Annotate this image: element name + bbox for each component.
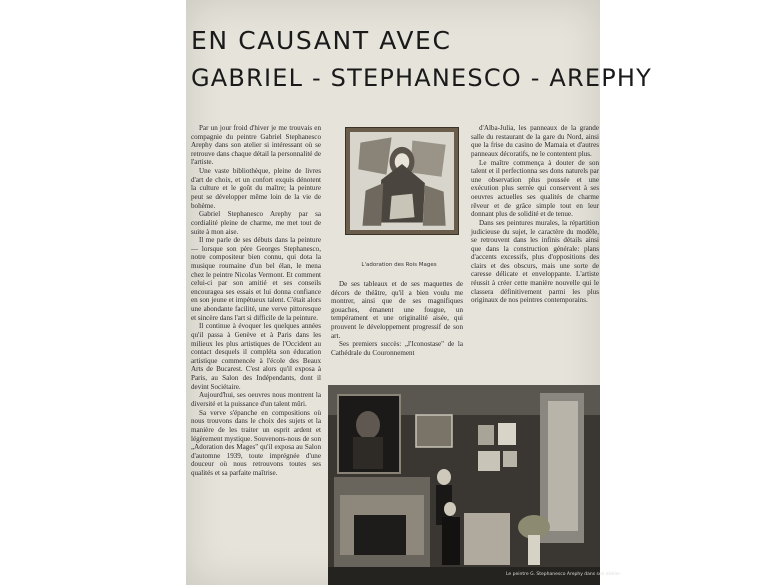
article-title-line-1: EN CAUSANT AVEC — [191, 26, 452, 55]
paragraph: Sa verve s'épanche en compositions où nous trouvons dans le choix des sujets et la manière de les traiter un esprit ardent et légèrement mystique. Souvenons-nous de son „Adoration des Mages" qu'il exposa au Salon d'automne 1939, toute imprégnée d'une douceur où nous retrouvons toutes ses qualités et sa parfaite maîtrise. — [191, 408, 321, 477]
photo-caption: Le peintre G. Stephanesco Arephy dans son atelier — [506, 572, 621, 577]
paragraph: Aujourd'hui, ses oeuvres nous montrent la diversité et la puissance d'un talent mûri. — [191, 391, 321, 408]
article-title-line-2: GABRIEL - STEPHANESCO - AREPHY — [191, 64, 653, 92]
painting-reproduction — [346, 128, 458, 234]
painting-caption: L'adoration des Rois Mages — [361, 262, 437, 268]
magazine-page — [186, 0, 653, 585]
article-column-2 — [331, 280, 463, 390]
paragraph: De ses tableaux et de ses maquettes de décors de théâtre, qu'il a bien voulu me montrer, ainsi que de ses magnifiques gouaches, émanent une fougue, un tempérament et une originalité aisée, qui prouvent le développement progressif de son art. — [331, 280, 463, 340]
paragraph: Ses premiers succès: „l'Iconostase" de la Cathédrale du Couronnement — [331, 340, 463, 357]
paragraph: Par un jour froid d'hiver je me trouvais en compagnie du peintre Gabriel Stephanesco Arephy dans son atelier si intéressant où se retrouve dans chaque détail la personnalité de l'artiste. — [191, 124, 321, 167]
paragraph: Une vaste bibliothèque, pleine de livres d'art de choix, et un confort exquis dénotent la culture et le goût du maître; la peinture peut se développer même loin de la vie de bohème. — [191, 167, 321, 210]
studio-photograph — [328, 385, 621, 585]
paragraph: Il continue à évoquer les quelques années qu'il passa à Genève et à Paris dans les milieux les plus artistiques de l'Occident au contact desquels il compléta son éducation artistique commencée à l'école des Beaux Arts de Bucarest. C'est alors qu'il exposa à Paris, au Salon des Indépendants, dont il devint Sociétaire. — [191, 322, 321, 391]
article-column-3 — [471, 124, 599, 384]
paragraph: Gabriel Stephanesco Arephy par sa cordialité pleine de charme, me met tout de suite à mon aise. — [191, 210, 321, 236]
article-column-1 — [191, 124, 321, 585]
paragraph: d'Alba-Julia, les panneaux de la grande salle du restaurant de la gare du Nord, ainsi que la frise du casino de Mamaia et d'autres panneaux décoratifs, ne le contentent plus. — [471, 124, 599, 158]
paragraph: Dans ses peintures murales, la répartition judicieuse du sujet, le caractère du modèle, se retrouvent dans les infinis détails ainsi que dans la construction générale: plans d'accents excessifs, plus d'oppositions des clairs et des obscurs, mais une sorte de caresse délicate et enveloppante. L'artiste réussit à créer cette manière nouvelle qui le classera définitivement parmi les plus originaux de nos peintres contemporains. — [471, 218, 599, 305]
paragraph: Il me parle de ses débuts dans la peinture — lorsque son père Georges Stephanesco, notre compositeur bien connu, qui dota la musique roumaine d'un bel élan, le mena chez le peintre Nicolas Vermont. Et comment celui-ci par son amitié et ses conseils encouragea ses essais et lui donna confiance en son jeune et impétueux talent. C'était alors une abondante facilité, une verve pittoresque et sincère dans l'art si difficile de la peinture. — [191, 236, 321, 322]
paragraph: Le maître commença à douter de son talent et il perfectionna ses dons naturels par une observation plus poussée et une exécution plus serrée qui conservent à ses oeuvres actuelles ses qualités de charme rêveur et de grâce simple tout en leur donnant plus de solidité et de tenue. — [471, 158, 599, 219]
